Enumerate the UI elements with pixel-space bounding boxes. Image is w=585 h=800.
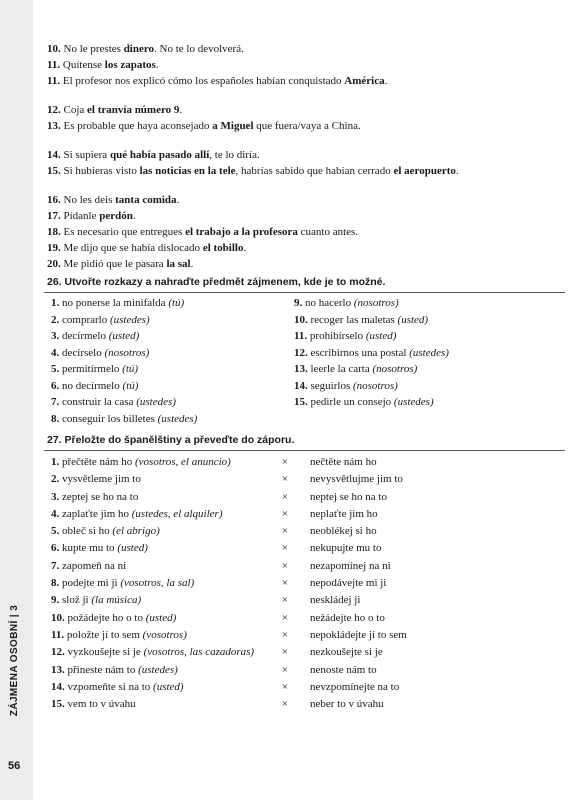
item-hint: (usted): [153, 680, 184, 693]
sentence-text: que fuera/vaya a China.: [253, 120, 361, 132]
exercise-item: [294, 361, 551, 378]
translation-prompt: [51, 592, 264, 609]
exercise-26-grid: [47, 293, 565, 427]
spacer: [47, 179, 565, 192]
sentence-text: . No te lo devolverá.: [154, 43, 244, 55]
item-text: comprarlo: [59, 313, 110, 326]
table-row: [51, 506, 565, 523]
item-text: položte jí to sem: [64, 628, 143, 641]
item-text: přineste nám to: [64, 663, 139, 676]
item-hint: (usted): [397, 313, 429, 326]
translation-prompt: [51, 489, 264, 506]
sentence: [47, 163, 565, 179]
highlighted-phrase: el tobillo: [202, 242, 244, 254]
item-number: 1.: [51, 456, 60, 468]
sentence-text: Pídanle: [60, 210, 100, 222]
negative-form: nezapomínej na ni: [310, 559, 391, 572]
item-text: no decírmelo: [59, 379, 123, 392]
table-row: [51, 523, 565, 540]
item-hint: (nosotros): [353, 297, 399, 309]
cross-separator: ×: [281, 646, 289, 659]
translation-prompt: [51, 627, 264, 644]
sentence-text: cuanto antes.: [297, 226, 359, 238]
item-number: 14.: [51, 680, 65, 693]
item-number: 11.: [294, 330, 308, 342]
item-text: slož ji: [59, 594, 92, 607]
item-number: 11.: [47, 59, 61, 71]
item-text: požádejte ho o to: [64, 611, 146, 624]
item-text: podejte mi ji: [59, 577, 121, 590]
item-number: 16.: [47, 194, 61, 206]
item-text: zeptej se ho na to: [59, 490, 139, 503]
item-text: kupte mu to: [59, 542, 118, 555]
cross-separator: ×: [281, 542, 289, 555]
item-text: decírselo: [59, 346, 105, 359]
item-number: 2.: [51, 473, 60, 486]
item-hint: (nosotros): [352, 379, 398, 392]
item-number: 3.: [51, 490, 60, 503]
highlighted-phrase: qué había pasado allí: [109, 149, 210, 161]
item-text: vyzkoušejte si je: [64, 646, 144, 659]
exercise-27-table: [47, 451, 565, 713]
item-number: 3.: [51, 330, 60, 342]
cross-separator: ×: [281, 663, 289, 676]
item-hint: (el abrigo): [112, 525, 160, 538]
negative-form: nevysvětlujme jim to: [310, 473, 403, 486]
cross-separator: ×: [281, 611, 289, 624]
negative-form: neptej se ho na to: [310, 490, 387, 503]
sentence-text: Me dijo que se había dislocado: [60, 242, 203, 254]
table-row: [51, 662, 565, 679]
table-row: [51, 679, 565, 696]
highlighted-phrase: a Miguel: [212, 120, 254, 132]
cross-separator: ×: [281, 525, 289, 538]
sentence-text: Es probable que haya aconsejado: [60, 120, 213, 132]
translation-prompt: [51, 454, 264, 471]
sentence: [47, 208, 565, 224]
sentence-text: , habrías sabido que habían cerrado: [235, 165, 394, 177]
item-number: 10.: [294, 313, 308, 326]
sentence-text: Quítense: [60, 59, 105, 71]
item-hint: (usted): [117, 542, 148, 555]
sentence: [47, 192, 565, 208]
sentence: [47, 147, 565, 163]
exercise-item: [51, 411, 291, 428]
exercise-26-title: 26. Utvořte rozkazy a nahraďte předmět zájmenem, kde je to možné.: [47, 276, 386, 288]
item-number: 19.: [47, 242, 61, 254]
item-number: 11.: [51, 628, 65, 641]
sentence: [47, 102, 565, 118]
exercise-item: [51, 328, 291, 345]
item-hint: (la música): [91, 594, 142, 607]
item-number: 4.: [51, 346, 60, 359]
sentence-text: Si supiera: [60, 149, 110, 161]
item-number: 13.: [47, 120, 61, 132]
item-number: 1.: [51, 297, 60, 309]
item-hint: (tú): [168, 297, 185, 309]
item-number: 2.: [51, 313, 60, 326]
item-number: 11.: [47, 75, 61, 87]
cross-separator: ×: [281, 698, 289, 711]
item-number: 14.: [294, 379, 308, 392]
item-number: 20.: [47, 258, 61, 270]
item-number: 12.: [294, 346, 308, 359]
table-row: [51, 592, 565, 609]
item-hint: (ustedes): [157, 412, 198, 425]
item-hint: (tú): [122, 363, 139, 375]
item-hint: (vosotros, las cazadoras): [143, 646, 255, 659]
item-text: zaplaťte jim ho: [59, 507, 132, 520]
item-text: permitírmelo: [59, 363, 123, 375]
sentence-text: Coja: [60, 104, 88, 116]
cross-separator: ×: [281, 559, 289, 572]
item-hint: (usted): [365, 330, 397, 342]
item-hint: (ustedes): [136, 396, 176, 408]
sentence-text: No le prestes: [60, 43, 124, 55]
highlighted-phrase: América: [344, 75, 385, 87]
table-row: [51, 489, 565, 506]
item-text: vysvětleme jim to: [59, 473, 141, 486]
negative-form: neoblékej si ho: [310, 525, 377, 538]
spacer: [47, 89, 565, 102]
item-text: leerle la carta: [307, 363, 373, 375]
sentence: [47, 41, 565, 57]
translation-prompt: [51, 506, 264, 523]
sentence-text: .: [243, 242, 247, 254]
highlighted-phrase: perdón: [99, 210, 133, 222]
translation-prompt: [51, 644, 264, 661]
item-hint: (vosotros, el anuncio): [135, 456, 231, 468]
translation-prompt: [51, 471, 264, 488]
item-number: 7.: [51, 559, 60, 572]
exercise-item: [51, 361, 291, 378]
negative-form: nenoste nám to: [310, 663, 377, 676]
sentence-text: .: [384, 75, 388, 87]
sentence-text: .: [155, 59, 159, 71]
sentence: [47, 118, 565, 134]
sentence-list: [47, 41, 565, 272]
table-row: [51, 644, 565, 661]
item-text: vem to v úvahu: [64, 698, 136, 711]
exercise-item: [294, 312, 551, 329]
item-hint: (ustedes): [138, 663, 178, 676]
highlighted-phrase: las noticias en la tele: [139, 165, 236, 177]
item-number: 5.: [51, 363, 60, 375]
highlighted-phrase: el tranvía número 9: [87, 104, 180, 116]
sentence: [47, 73, 565, 89]
item-number: 12.: [51, 646, 65, 659]
item-text: decírmelo: [59, 330, 109, 342]
item-number: 13.: [51, 663, 65, 676]
table-row: [51, 471, 565, 488]
sentence: [47, 224, 565, 240]
item-number: 18.: [47, 226, 61, 238]
item-number: 9.: [51, 594, 60, 607]
exercise-item: [51, 394, 291, 411]
item-hint: (vosotros, la sal): [120, 577, 195, 590]
item-hint: (usted): [108, 330, 140, 342]
exercise-item: [294, 378, 551, 395]
table-row: [51, 540, 565, 557]
item-text: vzpomeňte si na to: [64, 680, 154, 693]
cross-separator: ×: [281, 680, 289, 693]
item-number: 15.: [51, 698, 65, 711]
spacer: [47, 134, 565, 147]
negative-form: nekupujte mu to: [310, 542, 382, 555]
item-number: 15.: [294, 396, 308, 408]
item-number: 17.: [47, 210, 61, 222]
exercise-27-title: 27. Přeložte do španělštiny a převeďte do záporu.: [47, 434, 295, 446]
sentence-text: Es necesario que entregues: [60, 226, 186, 238]
table-row: [51, 696, 565, 713]
sentence-text: El profesor nos explicó cómo los españoles habían conquistado: [60, 75, 345, 87]
exercise-26-left-column: [51, 295, 291, 427]
item-number: 8.: [51, 412, 60, 425]
item-number: 6.: [51, 379, 60, 392]
item-text: no ponerse la minifalda: [59, 297, 169, 309]
translation-prompt: [51, 662, 264, 679]
item-hint: (ustedes): [393, 396, 434, 408]
exercise-item: [51, 295, 291, 312]
item-text: prohibírselo: [307, 330, 366, 342]
highlighted-phrase: la sal: [166, 258, 191, 270]
table-row: [51, 610, 565, 627]
sentence-text: .: [132, 210, 136, 222]
item-text: obleč si ho: [59, 525, 113, 538]
cross-separator: ×: [281, 473, 289, 486]
item-number: 14.: [47, 149, 61, 161]
item-text: pedirle un consejo: [307, 396, 394, 408]
item-text: escribirnos una postal: [307, 346, 410, 359]
item-number: 5.: [51, 525, 60, 538]
negative-form: nepokládejte jí to sem: [310, 628, 407, 641]
item-text: no hacerlo: [302, 297, 354, 309]
sentence-text: .: [176, 194, 180, 206]
sentence-text: No les deis: [60, 194, 116, 206]
translation-prompt: [51, 696, 264, 713]
exercise-item: [294, 295, 551, 312]
translation-prompt: [51, 679, 264, 696]
item-number: 15.: [47, 165, 61, 177]
exercise-item: [51, 378, 291, 395]
exercise-item: [294, 394, 551, 411]
item-number: 6.: [51, 542, 60, 555]
sentence-text: .: [190, 258, 194, 270]
item-number: 7.: [51, 396, 60, 408]
highlighted-phrase: dinero: [123, 43, 155, 55]
item-text: zapomeň na ni: [59, 559, 127, 572]
cross-separator: ×: [281, 594, 289, 607]
item-hint: (vosotros): [142, 628, 187, 641]
highlighted-phrase: tanta comida: [115, 194, 177, 206]
sentence: [47, 240, 565, 256]
item-hint: (ustedes): [109, 313, 150, 326]
negative-form: nevzpomínejte na to: [310, 680, 400, 693]
negative-form: nečtěte nám ho: [310, 456, 377, 468]
highlighted-phrase: el trabajo a la profesora: [185, 226, 298, 238]
item-hint: (usted): [145, 611, 177, 624]
item-number: 12.: [47, 104, 61, 116]
item-hint: (nosotros): [104, 346, 150, 359]
item-number: 10.: [47, 43, 61, 55]
highlighted-phrase: los zapatos: [104, 59, 156, 71]
exercise-item: [51, 312, 291, 329]
negative-form: nepodávejte mi ji: [310, 577, 387, 590]
table-row: [51, 558, 565, 575]
item-number: 9.: [294, 297, 303, 309]
sentence: [47, 57, 565, 73]
negative-form: neskládej ji: [310, 594, 361, 607]
sentence: [47, 256, 565, 272]
item-number: 13.: [294, 363, 308, 375]
item-hint: (ustedes): [409, 346, 449, 359]
sentence-text: Me pidió que le pasara: [60, 258, 167, 270]
translation-prompt: [51, 523, 264, 540]
item-text: seguirlos: [307, 379, 353, 392]
cross-separator: ×: [281, 507, 289, 520]
cross-separator: ×: [281, 577, 289, 590]
item-text: přečtěte nám ho: [59, 456, 135, 468]
item-text: recoger las maletas: [307, 313, 398, 326]
cross-separator: ×: [281, 456, 289, 468]
sentence-text: Si hubieras visto: [60, 165, 140, 177]
exercise-item: [294, 328, 551, 345]
item-hint: (ustedes, el alquiler): [131, 507, 223, 520]
page-content: [47, 41, 565, 713]
negative-form: neplaťte jim ho: [310, 507, 378, 520]
translation-prompt: [51, 540, 264, 557]
page-number: 56: [8, 760, 21, 772]
exercise-item: [51, 345, 291, 362]
item-number: 8.: [51, 577, 60, 590]
sentence-text: .: [179, 104, 183, 116]
table-row: [51, 627, 565, 644]
table-row: [51, 575, 565, 592]
negative-form: neber to v úvahu: [310, 698, 384, 711]
negative-form: nežádejte ho o to: [310, 611, 385, 624]
item-number: 4.: [51, 507, 60, 520]
table-row: [51, 454, 565, 471]
item-hint: (tú): [122, 379, 139, 392]
translation-prompt: [51, 575, 264, 592]
highlighted-phrase: el aeropuerto: [393, 165, 456, 177]
cross-separator: ×: [281, 628, 289, 641]
item-number: 10.: [51, 611, 65, 624]
translation-prompt: [51, 558, 264, 575]
sentence-text: .: [455, 165, 459, 177]
section-label: ZÁJMENA OSOBNÍ | 3: [9, 604, 21, 716]
exercise-item: [294, 345, 551, 362]
item-text: conseguir los billetes: [59, 412, 158, 425]
sentence-text: , te lo diría.: [209, 149, 260, 161]
exercise-26-right-column: [291, 295, 551, 427]
cross-separator: ×: [281, 490, 289, 503]
negative-form: nezkoušejte si je: [310, 646, 383, 659]
item-text: construir la casa: [59, 396, 137, 408]
item-hint: (nosotros): [372, 363, 418, 375]
translation-prompt: [51, 610, 264, 627]
